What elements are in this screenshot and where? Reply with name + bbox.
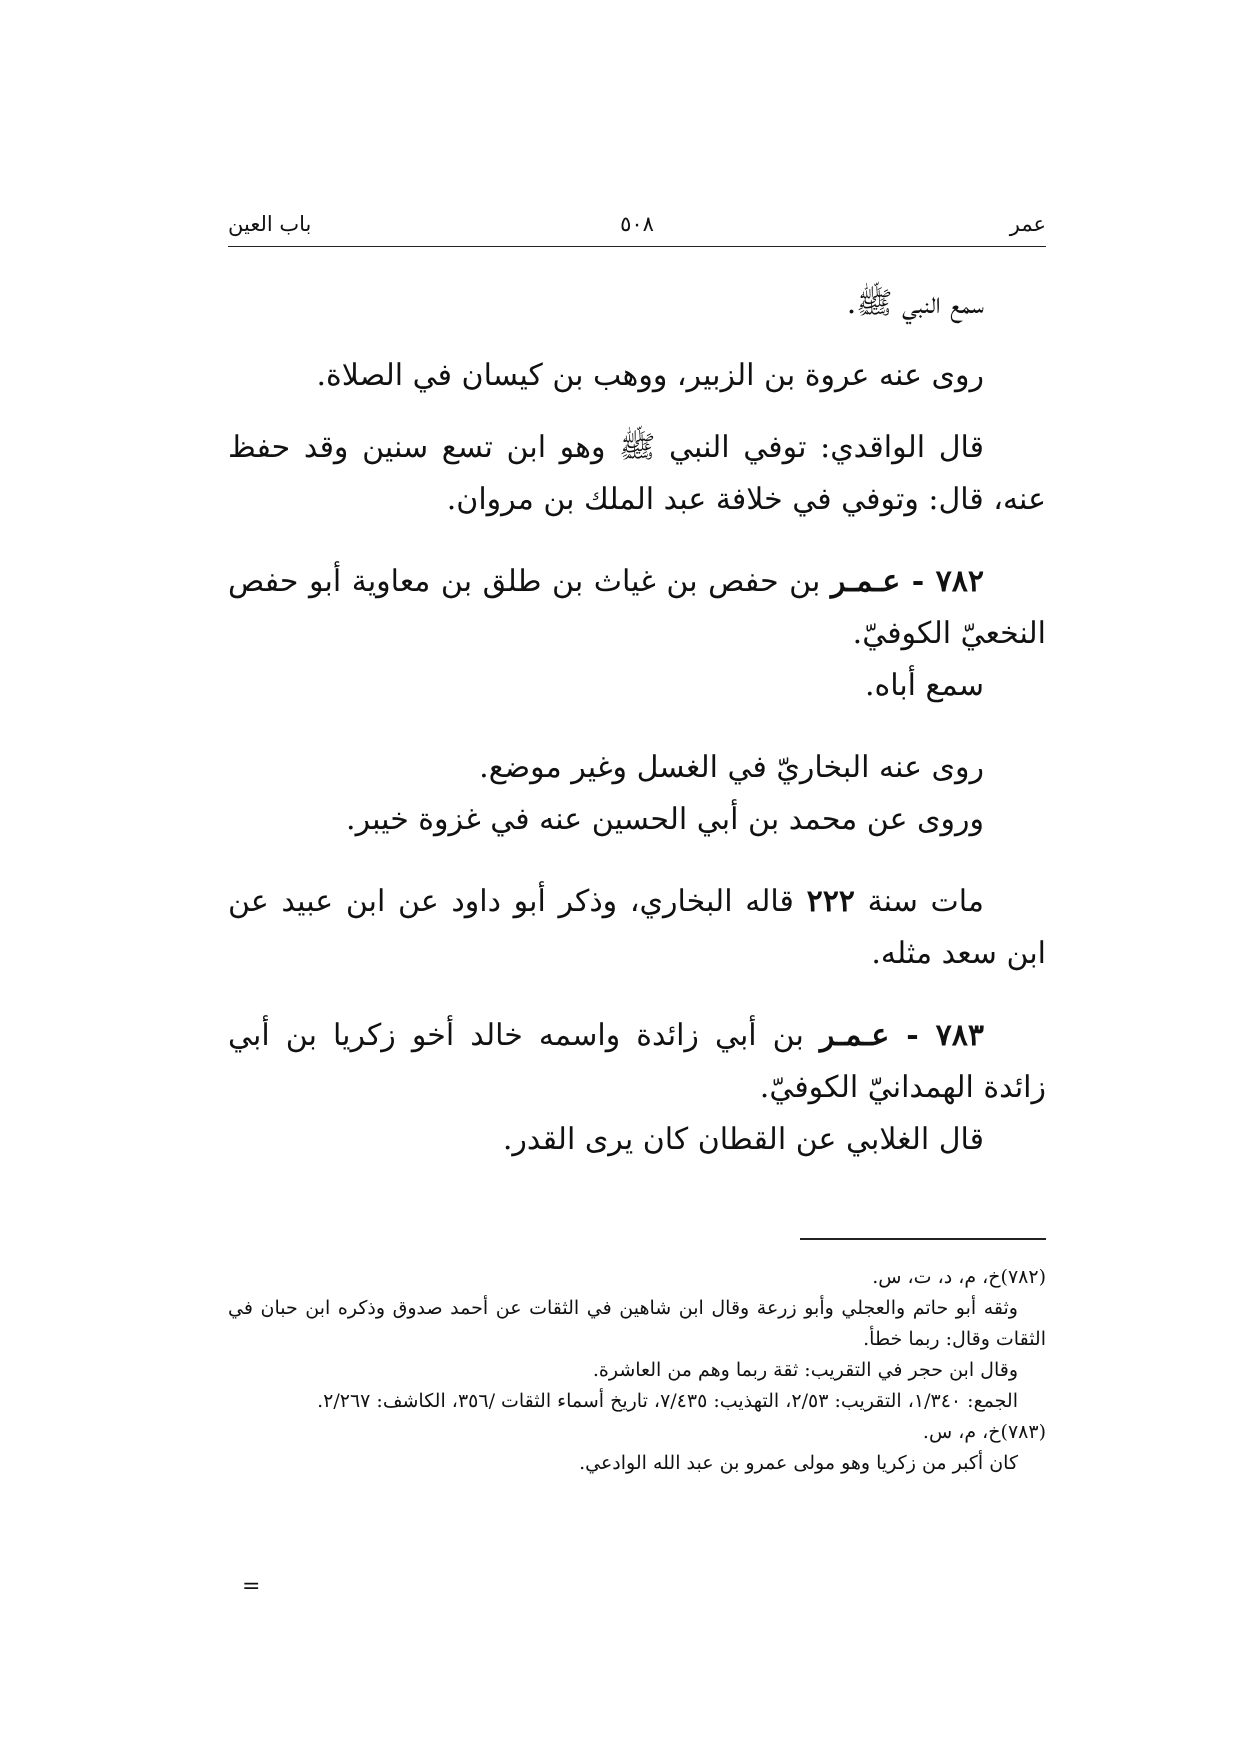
footnote-line: كان أكبر من زكريا وهو مولى عمرو بن عبد الله الوادعي. bbox=[579, 1452, 1018, 1474]
paragraph: روى عنه عروة بن الزبير، ووهب بن كيسان في الصلاة. bbox=[316, 358, 984, 393]
footnote-symbols: خ، م، د، ت، س. bbox=[872, 1266, 1001, 1288]
entry-783-text: بن أبي زائدة واسمه خالد أخو زكريا بن أبي زائدة الهمدانيّ الكوفيّ. bbox=[228, 1018, 1046, 1105]
paragraph: قال الغلابي عن القطان كان يرى القدر. bbox=[502, 1122, 984, 1157]
entry-782-name: عـمـر bbox=[830, 564, 901, 599]
header-rule bbox=[228, 246, 1046, 247]
entry-783-heading bbox=[228, 1010, 1046, 1114]
running-header bbox=[228, 206, 1046, 246]
footnote-label: (٧٨٢) bbox=[1000, 1266, 1046, 1288]
continuation-mark: = bbox=[242, 1574, 261, 1599]
footnote-symbols: خ، م، س. bbox=[922, 1421, 1001, 1443]
footnotes bbox=[228, 1262, 1046, 1479]
page-number: ٥٠٨ bbox=[620, 212, 654, 236]
main-text bbox=[228, 278, 1046, 1166]
paragraph: روى عنه البخاريّ في الغسل وغير موضع. bbox=[479, 750, 984, 785]
footnote-label: (٧٨٣) bbox=[1000, 1421, 1046, 1443]
paragraph: سمع النبي ﷺ. bbox=[846, 286, 984, 321]
entry-783-name: عـمـر bbox=[819, 1018, 890, 1053]
footnote-line: الجمع: ١/٣٤٠، التقريب: ٢/٥٣، التهذيب: ٧/٤٣٥، تاريخ أسماء الثقات /٣٥٦، الكاشف: ٢/٢٦٧. bbox=[317, 1390, 1018, 1412]
death-text-cont: قاله البخاري، وذكر أبو داود عن ابن عبيد عن ابن سعد مثله. bbox=[228, 884, 1046, 971]
footnote-rule bbox=[800, 1238, 1046, 1240]
paragraph bbox=[228, 876, 1046, 980]
footnote-783 bbox=[228, 1417, 1046, 1448]
header-chapter-title: باب العين bbox=[228, 212, 312, 236]
entry-782-text: بن حفص بن غياث بن طلق بن معاوية أبو حفص النخعيّ الكوفيّ. bbox=[228, 564, 1046, 651]
entry-782-heading bbox=[228, 556, 1046, 660]
footnote-line: وقال ابن حجر في التقريب: ثقة ربما وهم من العاشرة. bbox=[592, 1359, 1018, 1381]
footnote-782 bbox=[228, 1262, 1046, 1293]
footnote-line: وثقه أبو حاتم والعجلي وأبو زرعة وقال ابن شاهين في الثقات عن أحمد صدوق وذكره ابن حبان في الثقات وقال: ربما خطأ. bbox=[228, 1297, 1046, 1350]
death-text: مات سنة bbox=[854, 884, 984, 919]
entry-782-number: ٧٨٢ - bbox=[900, 564, 985, 599]
paragraph: قال الواقدي: توفي النبي ﷺ وهو ابن تسع سنين وقد حفظ عنه، قال: وتوفي في خلافة عبد الملك بن مروان. bbox=[228, 430, 1046, 517]
paragraph: سمع أباه. bbox=[864, 668, 984, 703]
entry-783-number: ٧٨٣ - bbox=[889, 1018, 984, 1053]
header-entry-name: عمر bbox=[1009, 212, 1046, 236]
death-year: ٢٢٢ bbox=[806, 884, 855, 919]
paragraph: وروى عن محمد بن أبي الحسين عنه في غزوة خيبر. bbox=[346, 802, 984, 837]
